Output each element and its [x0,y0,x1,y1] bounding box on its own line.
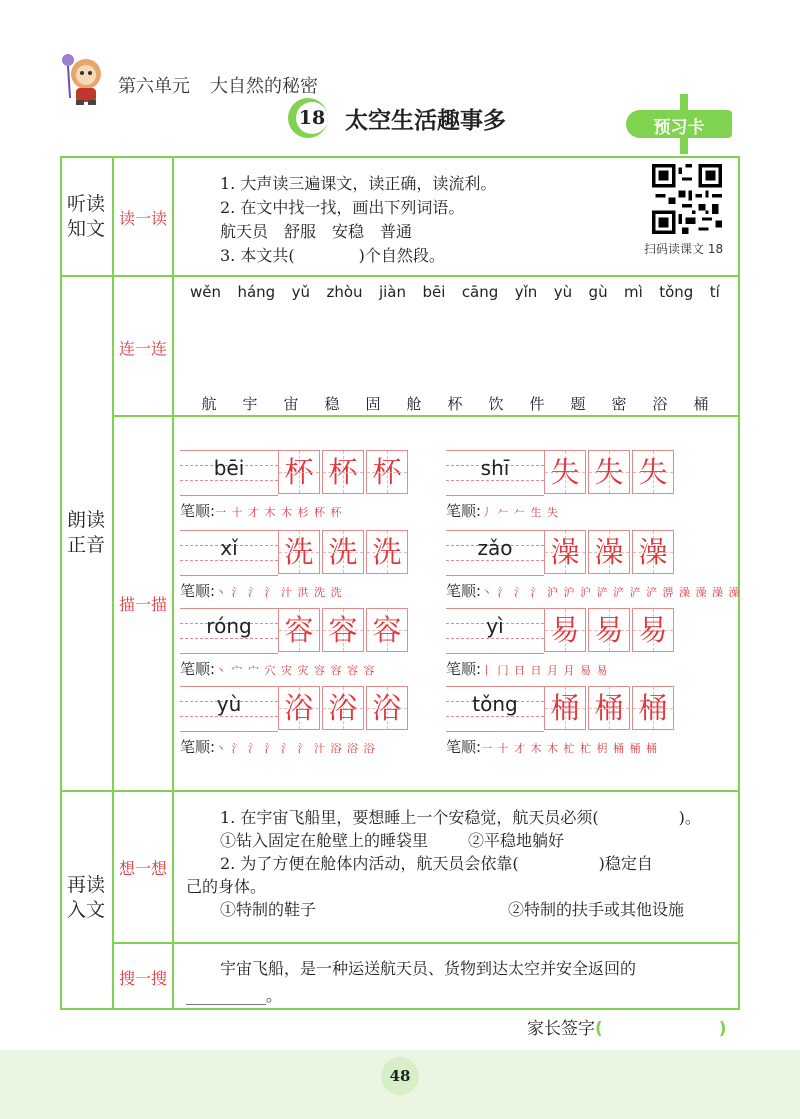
unit-title: 大自然的秘密 [210,76,318,97]
connect-char-row [190,393,720,414]
sub-think-label: 想一想 [118,859,167,878]
stroke-order-sequence: 丶 氵 氵 氵 氵 氵 汁 浴 浴 浴 [215,742,376,755]
trace-char-cell[interactable] [322,608,364,652]
connect-char[interactable]: 杯 [447,395,463,413]
preview-card-tag [626,110,732,138]
mascot-icon [58,50,106,106]
connect-pinyin[interactable]: bēi [422,283,446,301]
think-q1[interactable]: 1. 在宇宙飞船里，要想睡上一个安稳觉，航天员必须( )。 [220,808,701,827]
stroke-order-label: 笔顺: [446,738,482,756]
trace-item [180,608,400,652]
stroke-order [180,500,343,521]
connect-char[interactable]: 航 [201,395,217,413]
trace-item [446,608,666,652]
divider [172,156,174,1010]
signature-close: ) [718,1019,727,1039]
qr-caption: 扫码读课文 18 [644,242,724,256]
read-task-3[interactable]: 3. 本文共( )个自然段。 [220,246,445,265]
think-q2-options [186,898,726,921]
lesson-title: 太空生活趣事多 [345,107,506,134]
trace-char: 失 [594,455,624,489]
trace-item [446,450,666,494]
unit-label: 第六单元 [118,76,190,97]
connect-char[interactable]: 宙 [283,395,299,413]
think-q2-cont: 己的身体。 [186,877,267,896]
parent-signature-label: 家长签字 [527,1019,595,1039]
think-q1-option-2[interactable]: ②平稳地躺好 [468,831,565,850]
sub-connect-label: 连一连 [118,339,167,358]
connect-char[interactable]: 饮 [488,395,504,413]
trace-pinyin: shī [480,456,510,480]
stroke-order-label: 笔顺: [180,502,216,520]
trace-pinyin: zǎo [477,536,513,560]
divider [112,415,740,417]
trace-char-cell[interactable] [544,530,586,574]
stroke-order [446,736,658,757]
stroke-order-sequence: 丨 冂 日 日 月 月 易 易 [481,664,609,677]
stroke-order [180,736,376,757]
trace-char-cell[interactable] [544,686,586,730]
trace-char-cell[interactable] [322,686,364,730]
trace-item [180,450,400,494]
sub-search-label: 搜一搜 [118,969,167,988]
qr-code-icon[interactable] [652,164,722,234]
trace-char-cell[interactable] [322,450,364,494]
divider [112,942,740,944]
stroke-order-sequence: 丶 氵 氵 氵 汁 洪 洗 洗 [215,586,343,599]
trace-char: 杯 [284,455,314,489]
trace-char-cell[interactable] [632,608,674,652]
trace-pinyin: xǐ [220,536,238,560]
connect-pinyin[interactable]: háng [237,283,276,301]
trace-char-cell[interactable] [278,608,320,652]
trace-char-cell[interactable] [366,530,408,574]
connect-char[interactable]: 浴 [652,395,668,413]
trace-char-cell[interactable] [366,450,408,494]
divider [60,275,740,277]
trace-char: 容 [284,613,314,647]
stroke-order-label: 笔顺: [180,738,216,756]
trace-char: 易 [638,613,668,647]
trace-char: 浴 [284,691,314,725]
think-q2-option-2[interactable]: ②特制的扶手或其他设施 [508,900,685,919]
stroke-order-sequence: 一 十 才 木 木 杧 杧 枂 桶 桶 桶 [481,742,659,755]
stroke-order-label: 笔顺: [180,660,216,678]
connect-char[interactable]: 稳 [324,395,340,413]
connect-char[interactable]: 桶 [693,395,709,413]
connect-char[interactable]: 题 [570,395,586,413]
connect-char[interactable]: 宇 [242,395,258,413]
trace-char: 洗 [372,535,402,569]
preview-card-label: 预习卡 [653,118,705,138]
trace-char: 失 [638,455,668,489]
trace-char-cell[interactable] [544,450,586,494]
stroke-order [180,580,343,601]
trace-char: 失 [550,455,580,489]
unit-heading [118,72,318,98]
trace-char: 澡 [550,535,580,569]
trace-char: 浴 [328,691,358,725]
stroke-order [446,500,559,521]
section-read-aloud-label: 朗读 正音 [66,509,105,556]
page-number: 48 [381,1057,419,1095]
stroke-order-label: 笔顺: [446,582,482,600]
trace-char: 容 [372,613,402,647]
trace-char: 桶 [550,691,580,725]
think-q1-option-1[interactable]: ①钻入固定在舱壁上的睡袋里 [220,831,429,850]
trace-char: 澡 [638,535,668,569]
stroke-order-label: 笔顺: [446,502,482,520]
stroke-order-sequence: 丿 𠂉 𠂉 生 失 [481,506,560,519]
trace-item [180,530,400,574]
read-task-1: 1. 大声读三遍课文，读正确，读流利。 [220,174,497,193]
divider [60,790,740,792]
stroke-order-sequence: 丶 氵 氵 氵 沪 沪 沪 浐 浐 浐 浐 淠 澡 澡 澡 澡 [481,586,741,599]
trace-char-cell[interactable] [588,530,630,574]
stroke-order-sequence: 一 十 才 木 木 杉 杯 杯 [215,506,343,519]
trace-item [446,530,666,574]
trace-pinyin: yù [216,692,242,716]
trace-char: 浴 [372,691,402,725]
trace-char-cell[interactable] [588,450,630,494]
trace-char: 易 [550,613,580,647]
connect-pinyin[interactable]: tǒng [659,283,694,301]
read-task-words: 航天员 舒服 安稳 普通 [220,222,413,241]
trace-pinyin: tǒng [472,692,518,716]
trace-pinyin: yì [486,614,504,638]
connect-pinyin[interactable]: tí [709,283,720,301]
trace-char-cell[interactable] [366,608,408,652]
connect-pinyin[interactable]: wěn [190,283,222,301]
sub-read-label: 读一读 [118,209,167,228]
trace-pinyin: bēi [213,456,245,480]
trace-char: 容 [328,613,358,647]
connect-char[interactable]: 舱 [406,395,422,413]
trace-char-cell[interactable] [322,530,364,574]
connect-pinyin[interactable]: yǐn [514,283,538,301]
trace-char-cell[interactable] [366,686,408,730]
read-task-2: 2. 在文中找一找，画出下列词语。 [220,198,465,217]
connect-char[interactable]: 密 [611,395,627,413]
connect-char[interactable]: 件 [529,395,545,413]
trace-char-cell[interactable] [278,686,320,730]
connect-char[interactable]: 固 [365,395,381,413]
trace-char: 洗 [284,535,314,569]
connect-pinyin[interactable]: jiàn [378,283,407,301]
stroke-order [446,658,609,679]
trace-char-cell[interactable] [544,608,586,652]
trace-char: 杯 [328,455,358,489]
trace-char: 桶 [638,691,668,725]
divider [112,156,114,1010]
read-tasks [220,172,496,268]
connect-pinyin[interactable]: gù [588,283,608,301]
trace-char-cell[interactable] [588,608,630,652]
trace-pinyin: róng [206,614,252,638]
think-q1-options [186,829,726,852]
trace-item [446,686,666,730]
sub-trace-label: 描一描 [118,595,167,614]
connect-pinyin[interactable]: yù [553,283,573,301]
search-line-1: 宇宙飞船，是一种运送航天员、货物到达太空并安全返回的 [220,959,637,978]
connect-pinyin[interactable]: cāng [461,283,499,301]
think-q2[interactable]: 2. 为了方便在舱体内活动，航天员会依靠( )稳定自 [220,854,653,873]
trace-char: 澡 [594,535,624,569]
connect-pinyin[interactable]: zhòu [326,283,363,301]
trace-char-cell[interactable] [632,686,674,730]
trace-item [180,686,400,730]
search-question [186,955,726,1009]
trace-char-cell[interactable] [278,530,320,574]
trace-char: 桶 [594,691,624,725]
think-q2-option-1[interactable]: ①特制的鞋子 [220,900,317,919]
stroke-order [446,580,741,601]
search-answer-blank[interactable]: __________。 [186,986,283,1005]
stroke-order-sequence: 丶 宀 宀 穴 灾 灾 容 容 容 容 [215,664,376,677]
section-reread-label: 再读 入文 [66,874,105,921]
think-questions [186,806,726,921]
trace-char: 杯 [372,455,402,489]
trace-char-cell[interactable] [588,686,630,730]
stroke-order-label: 笔顺: [180,582,216,600]
trace-char: 洗 [328,535,358,569]
trace-char: 易 [594,613,624,647]
trace-char-cell[interactable] [632,450,674,494]
parent-signature [527,1014,727,1039]
connect-pinyin[interactable]: yǔ [291,283,311,301]
lesson-number: 18 [296,102,328,134]
connect-pinyin[interactable]: mì [624,283,643,301]
trace-char-cell[interactable] [632,530,674,574]
connect-pinyin-row [190,283,720,301]
section-listen-label: 听读 知文 [66,193,105,240]
stroke-order [180,658,376,679]
stroke-order-label: 笔顺: [446,660,482,678]
signature-open: ( [595,1019,603,1039]
trace-char-cell[interactable] [278,450,320,494]
